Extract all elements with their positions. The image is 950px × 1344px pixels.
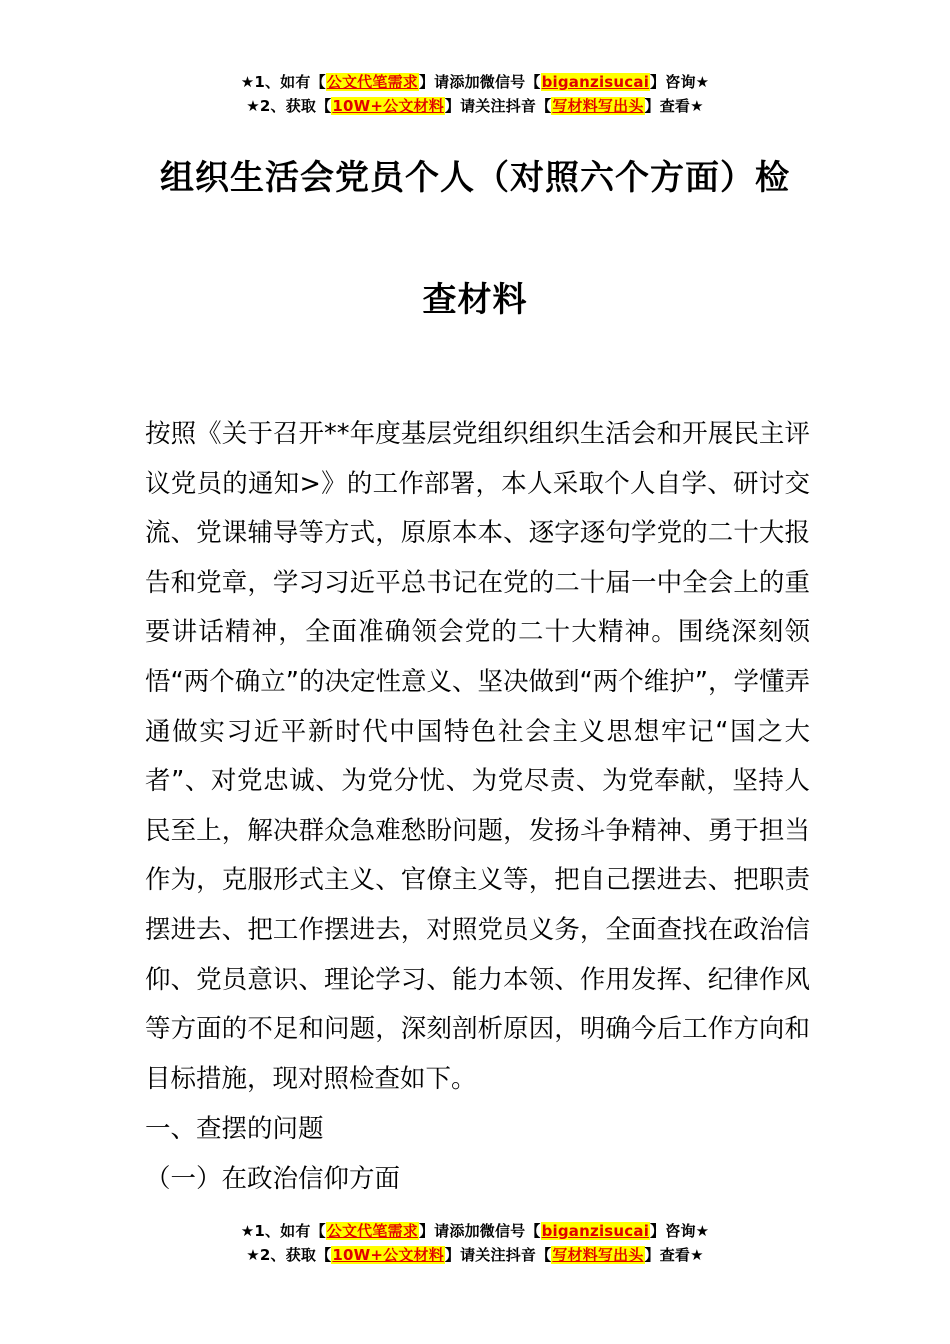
document-title-line-2: 查材料	[422, 280, 528, 320]
body-paragraph: 按照《关于召开**年度基层党组织组织生活会和开展民主评议党员的通知>》的工作部署，本人采取个人自学、研讨交流、党课辅导等方式，原原本本、逐字逐句学党的二十大报告和党章，学习习近平总书记在党的二十届一中全会上的重要讲话精神，全面准确领会党的二十大精神。围绕深刻领悟“两个确立”的决定性意义、坚决做到“两个维护”，学懂弄通做实习近平新时代中国特色社会主义思想牢记“国之大者”、对党忠诚、为党分忧、为党尽责、为党奉献，坚持人民至上，解决群众急难愁盼问题，发扬斗争精神、勇于担当作为，克服形式主义、官僚主义等，把自己摆进去、把职责摆进去、把工作摆进去，对照党员义务，全面查找在政治信仰、党员意识、理论学习、能力本领、作用发挥、纪律作风等方面的不足和问题，深刻剖析原因，明确今后工作方向和目标措施，现对照检查如下。	[145, 419, 810, 1094]
section-heading: 一、查摆的问题	[145, 1114, 324, 1144]
document-title-line-1: 组织生活会党员个人（对照六个方面）检	[160, 158, 790, 198]
highlight-douyin: 写材料写出头	[552, 97, 644, 115]
subsection-heading: （一）在政治信仰方面	[145, 1164, 401, 1194]
highlight-wechat-id: biganzisucai	[541, 1222, 650, 1240]
promo-line-2: ★2、获取【10W+公文材料】请关注抖音【写材料写出头】查看★	[246, 97, 704, 115]
highlight-service: 公文代笔需求	[326, 1222, 418, 1240]
promo-line-1: ★1、如有【公文代笔需求】请添加微信号【biganzisucai】咨询★	[240, 1222, 710, 1240]
promo-line-2: ★2、获取【10W+公文材料】请关注抖音【写材料写出头】查看★	[246, 1246, 704, 1264]
promo-notice-bottom	[0, 1219, 950, 1267]
highlight-wechat-id: biganzisucai	[541, 73, 650, 91]
promo-notice-top	[0, 70, 950, 118]
promo-line-1: ★1、如有【公文代笔需求】请添加微信号【biganzisucai】咨询★	[240, 73, 710, 91]
highlight-materials: 10W+公文材料	[332, 97, 444, 115]
highlight-materials: 10W+公文材料	[332, 1246, 444, 1264]
highlight-douyin: 写材料写出头	[552, 1246, 644, 1264]
highlight-service: 公文代笔需求	[326, 73, 418, 91]
